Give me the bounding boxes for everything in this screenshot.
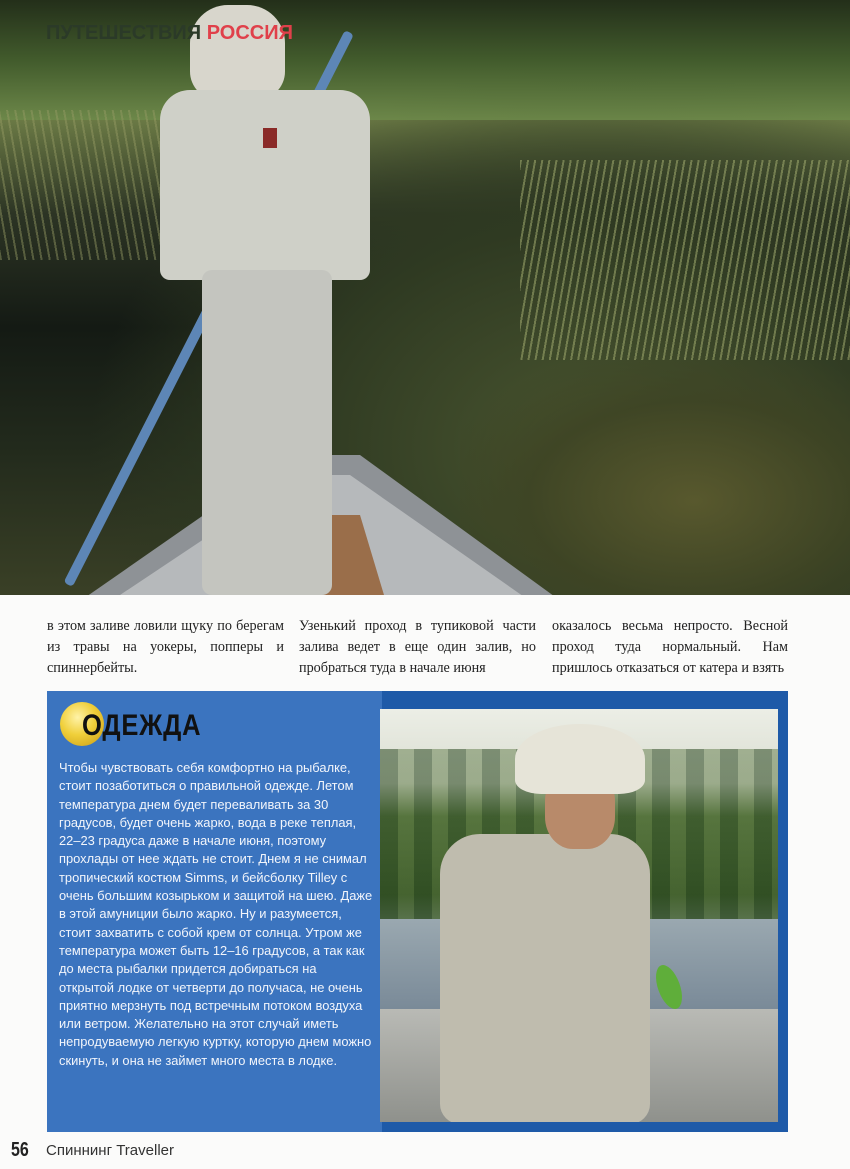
sun-hat bbox=[190, 5, 285, 100]
sidebar-title-text: ОДЕЖДА bbox=[82, 709, 202, 742]
text-column-3: оказалось весьма непросто. Весной проход туда нормальный. Нам пришлось отказаться от катера и взять bbox=[552, 618, 788, 676]
sidebar-body: Чтобы чувствовать себя комфортно на рыбалке, стоит позаботиться о правильной одежде. Летом температура днем будет переваливать за 30 градусов, будет очень жарко, вода в реке теплая, 22–23 градуса даже в начале июня, поэтому прохлады от нее ждать не стоит. Днем я не снимал тропический костюм Simms, и бейсболку Tilley с очень большим козырьком и защитой на шею. Даже в этой амуниции было жарко. Ну и разумеется, стоит захватить с собой крем от солнца. Утром же температура может быть 12–16 градусов, а так как до места рыбалки придется добираться на открытой лодке от четверти до получаса, не очень приятно мерзнуть под встречным потоком воздуха или ветром. Желательно на этот случай иметь непродуваемую легкую куртку, которую днем можно скинуть, и она не займет много места в лодке. bbox=[59, 760, 373, 1068]
magazine-title: Спиннинг Traveller bbox=[46, 1142, 174, 1159]
shirt-badge bbox=[263, 128, 277, 148]
angler-photo bbox=[380, 709, 778, 1122]
angler-body bbox=[440, 834, 650, 1122]
text-column-2: Узенький проход в тупиковой части залива ведет в еще один залив, но пробраться туда в начале июня bbox=[299, 618, 536, 676]
section-accent: РОССИЯ bbox=[206, 22, 294, 44]
sidebar-title bbox=[60, 699, 360, 749]
angler-hat bbox=[515, 724, 645, 794]
page-number: 56 bbox=[11, 1139, 29, 1161]
clothing-sidebar bbox=[47, 691, 788, 1132]
section-header bbox=[46, 22, 293, 45]
pants bbox=[202, 270, 332, 595]
section-prefix: ПУТЕШЕСТВИЯ bbox=[46, 22, 202, 44]
reeds-right bbox=[520, 160, 850, 360]
fisherman-figure bbox=[160, 5, 370, 595]
shirt bbox=[160, 90, 370, 280]
forest-background bbox=[0, 0, 850, 120]
text-column-1: в этом заливе ловили щуку по берегам из травы на уокеры, попперы и спиннербейты. bbox=[47, 618, 284, 676]
sidebar-text-panel bbox=[47, 691, 382, 1132]
angler-figure bbox=[420, 724, 680, 1122]
